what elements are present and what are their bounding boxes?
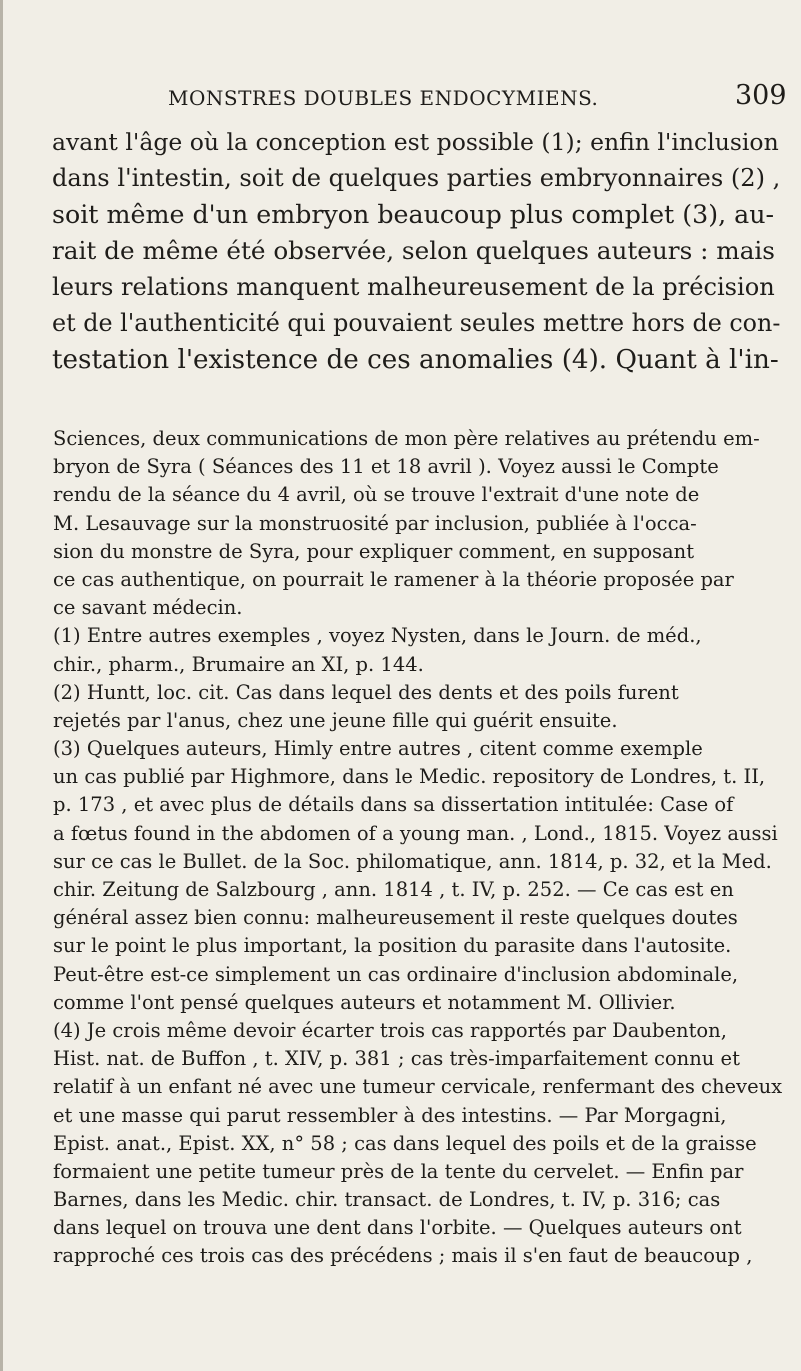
- footnote-line: rendu de la séance du 4 avril, où se trouve l'extrait d'une note de: [53, 483, 700, 507]
- footnote-line: (2) Huntt, loc. cit. Cas dans lequel des dents et des poils furent: [53, 680, 679, 704]
- text-line: testation l'existence de ces anomalies (4). Quant à l'in-: [52, 344, 779, 375]
- footnote-line: a fœtus found in the abdomen of a young man. , Lond., 1815. Voyez aussi: [53, 821, 778, 845]
- footnote-line: Hist. nat. de Buffon , t. XIV, p. 381 ; cas très-imparfaitement connu et: [53, 1047, 740, 1071]
- footnote-line: (3) Quelques auteurs, Himly entre autres , citent comme exemple: [53, 737, 703, 761]
- footnote-line: (1) Entre autres exemples , voyez Nysten, dans le Journ. de méd.,: [53, 624, 702, 648]
- running-header: MONSTRES DOUBLES ENDOCYMIENS.: [168, 86, 599, 110]
- text-line: dans l'intestin, soit de quelques parties embryonnaires (2) ,: [52, 164, 781, 193]
- footnote-line: un cas publié par Highmore, dans le Medic. repository de Londres, t. II,: [53, 765, 766, 789]
- footnote-line: p. 173 , et avec plus de détails dans sa dissertation intitulée: Case of: [53, 793, 734, 817]
- page-number: 309: [735, 80, 787, 111]
- footnote-line: et une masse qui parut ressembler à des intestins. — Par Morgagni,: [53, 1103, 727, 1127]
- main-text: [52, 124, 782, 378]
- footnote-line: relatif à un enfant né avec une tumeur cervicale, renfermant des cheveux: [53, 1075, 783, 1099]
- footnotes: [53, 425, 783, 1271]
- page-edge-line: [0, 0, 3, 1371]
- footnote-line: ce cas authentique, on pourrait le ramener à la théorie proposée par: [53, 567, 734, 591]
- footnote-line: sur ce cas le Bullet. de la Soc. philomatique, ann. 1814, p. 32, et la Med.: [53, 849, 772, 873]
- footnote-line: Peut-être est-ce simplement un cas ordinaire d'inclusion abdominale,: [53, 962, 739, 986]
- text-line: soit même d'un embryon beaucoup plus complet (3), au-: [52, 199, 775, 229]
- footnote-line: chir., pharm., Brumaire an XI, p. 144.: [53, 652, 424, 676]
- footnote-line: rapproché ces trois cas des précédens ; mais il s'en faut de beaucoup ,: [53, 1244, 753, 1268]
- footnote-line: formaient une petite tumeur près de la tente du cervelet. — Enfin par: [53, 1159, 744, 1183]
- footnote-line: M. Lesauvage sur la monstruosité par inclusion, publiée à l'occa-: [53, 511, 697, 535]
- text-line: avant l'âge où la conception est possible (1); enfin l'inclusion: [52, 128, 779, 156]
- text-line: leurs relations manquent malheureusement de la précision: [52, 273, 775, 302]
- footnote-line: sur le point le plus important, la position du parasite dans l'autosite.: [53, 934, 732, 958]
- footnote-line: sion du monstre de Syra, pour expliquer comment, en supposant: [53, 539, 695, 563]
- footnote-line: Epist. anat., Epist. XX, n° 58 ; cas dans lequel des poils et de la graisse: [53, 1131, 757, 1155]
- footnote-line: ce savant médecin.: [53, 596, 243, 620]
- footnote-line: (4) Je crois même devoir écarter trois cas rapportés par Daubenton,: [53, 1018, 727, 1042]
- footnote-line: rejetés par l'anus, chez une jeune fille qui guérit ensuite.: [53, 708, 618, 732]
- footnote-line: dans lequel on trouva une dent dans l'orbite. — Quelques auteurs ont: [53, 1216, 742, 1240]
- footnote-line: Barnes, dans les Medic. chir. transact. de Londres, t. IV, p. 316; cas: [53, 1188, 721, 1212]
- footnote-line: Sciences, deux communications de mon père relatives au prétendu em-: [53, 427, 760, 450]
- footnote-line: comme l'ont pensé quelques auteurs et notamment M. Ollivier.: [53, 990, 676, 1014]
- footnote-line: bryon de Syra ( Séances des 11 et 18 avril ). Voyez aussi le Compte: [53, 455, 719, 479]
- footnote-line: chir. Zeitung de Salzbourg , ann. 1814 , t. IV, p. 252. — Ce cas est en: [53, 878, 734, 901]
- text-line: rait de même été observée, selon quelques auteurs : mais: [52, 235, 775, 265]
- text-line: et de l'authenticité qui pouvaient seules mettre hors de con-: [52, 309, 781, 338]
- footnote-line: général assez bien connu: malheureusement il reste quelques doutes: [53, 906, 738, 930]
